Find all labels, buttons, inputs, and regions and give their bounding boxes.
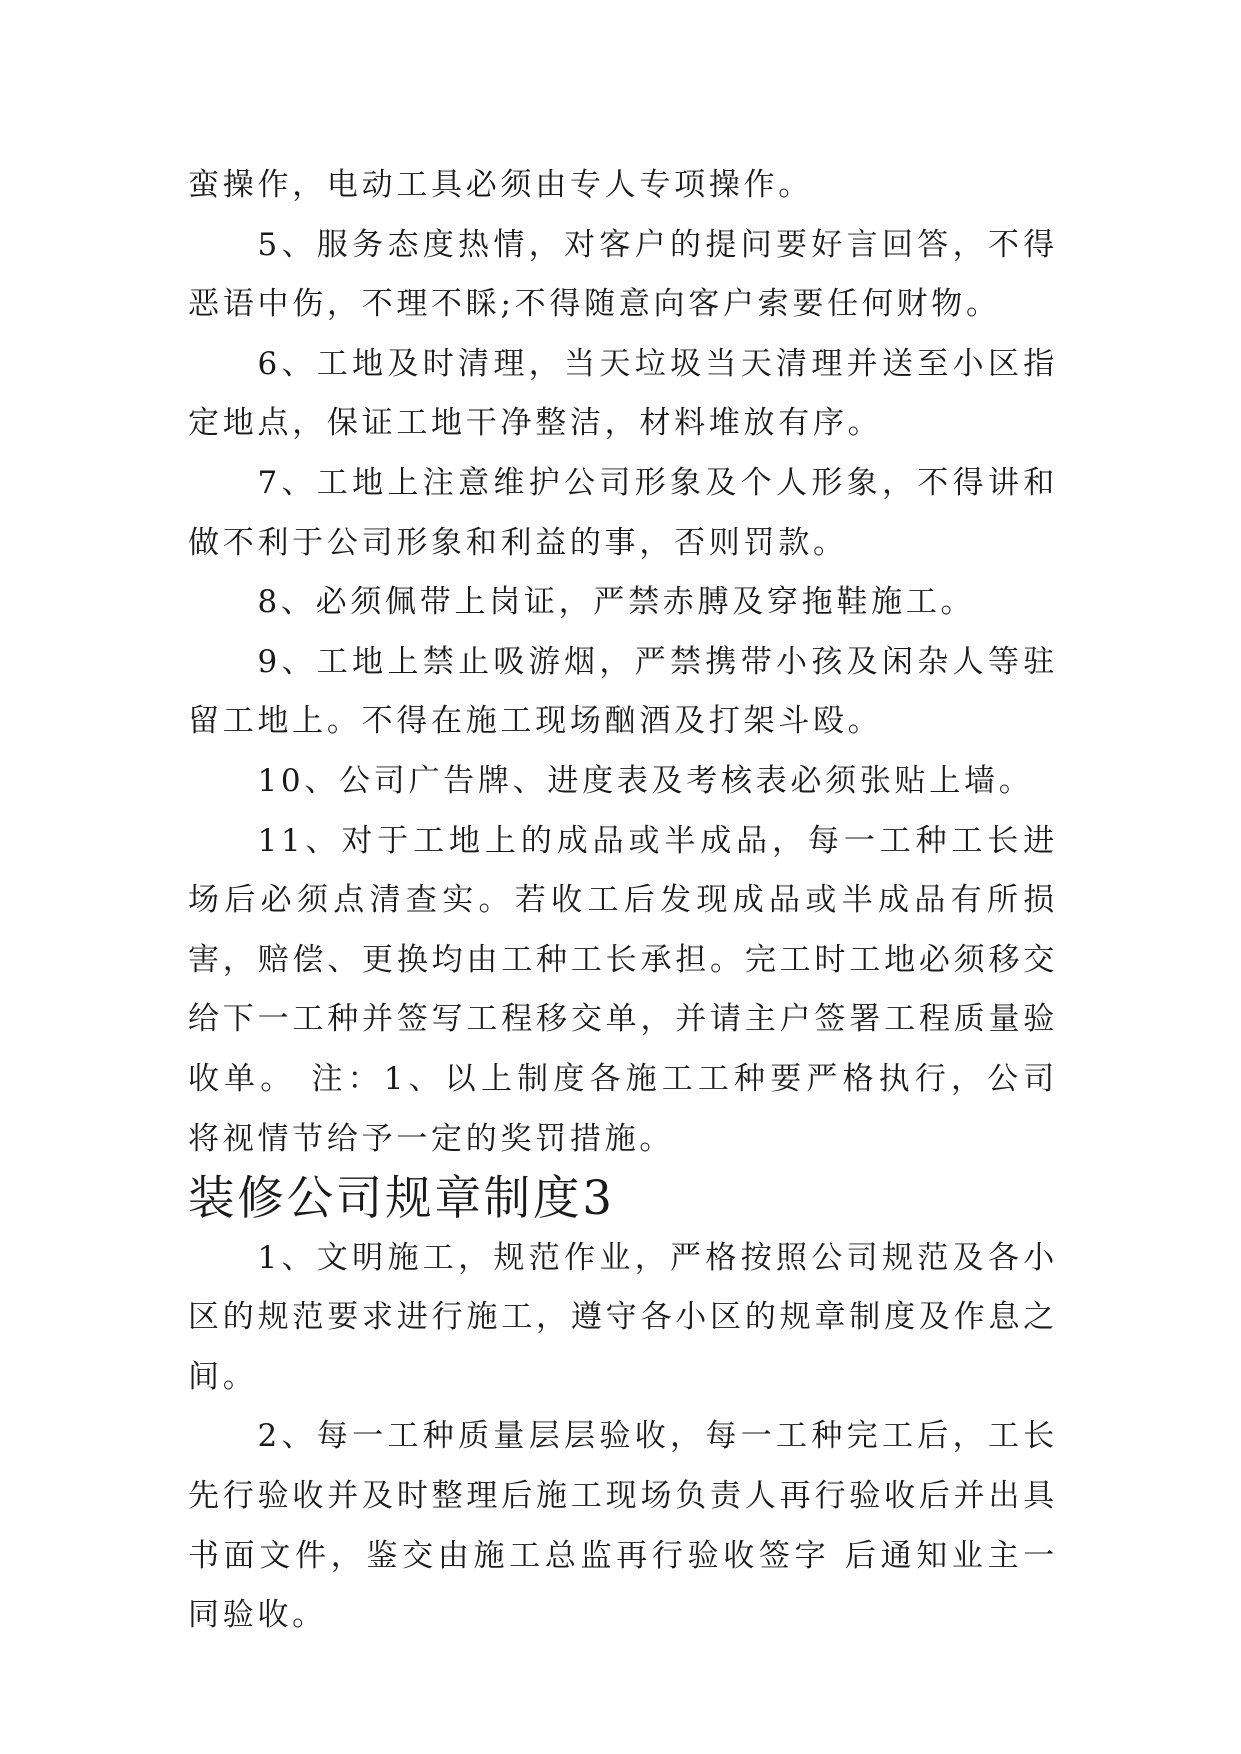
paragraph-item-10: 10、公司广告牌、进度表及考核表必须张贴上墙。 xyxy=(257,762,1034,799)
section-heading: 装修公司规章制度3 xyxy=(188,1171,615,1226)
paragraph-item-1: 1、文明施工，规范作业，严格按照公司规范及各小区的规范要求进行施工，遵守各小区的规章制度及作息之间。 xyxy=(188,1239,1058,1395)
paragraph-item-7: 7、工地上注意维护公司形象及个人形象，不得讲和做不利于公司形象和利益的事，否则罚款。 xyxy=(188,464,1058,561)
paragraph-item-2: 2、每一工种质量层层验收，每一工种完工后，工长先行验收并及时整理后施工现场负责人再行验收后并出具书面文件，鉴交由施工总监再行验收签字 后通知业主一同验收。 xyxy=(188,1418,1058,1634)
paragraph-item-9: 9、工地上禁止吸游烟，严禁携带小孩及闲杂人等驻留工地上。不得在施工现场酗酒及打架斗殴。 xyxy=(188,643,1058,740)
paragraph-item-8: 8、必须佩带上岗证，严禁赤膊及穿拖鞋施工。 xyxy=(257,584,976,621)
paragraph-continuation: 蛮操作，电动工具必须由专人专项操作。 xyxy=(188,167,813,203)
paragraph-item-11: 11、对于工地上的成品或半成品，每一工种工长进场后必须点清查实。若收工后发现成品或半成品有所损害，赔偿、更换均由工种工长承担。完工时工地必须移交给下一工种并签写工程移交单，并请主户签署工程质量验收单。 注：1、以上制度各施工工种要严格执行，公司将视情节给予一定的奖罚措施。 xyxy=(188,822,1058,1157)
paragraph-item-5: 5、服务态度热情，对客户的提问要好言回答，不得恶语中伤，不理不睬;不得随意向客户索要任何财物。 xyxy=(188,226,1058,323)
document-body xyxy=(188,156,1058,1646)
paragraph-item-6: 6、工地及时清理，当天垃圾当天清理并送至小区指定地点，保证工地干净整洁，材料堆放有序。 xyxy=(188,345,1058,442)
